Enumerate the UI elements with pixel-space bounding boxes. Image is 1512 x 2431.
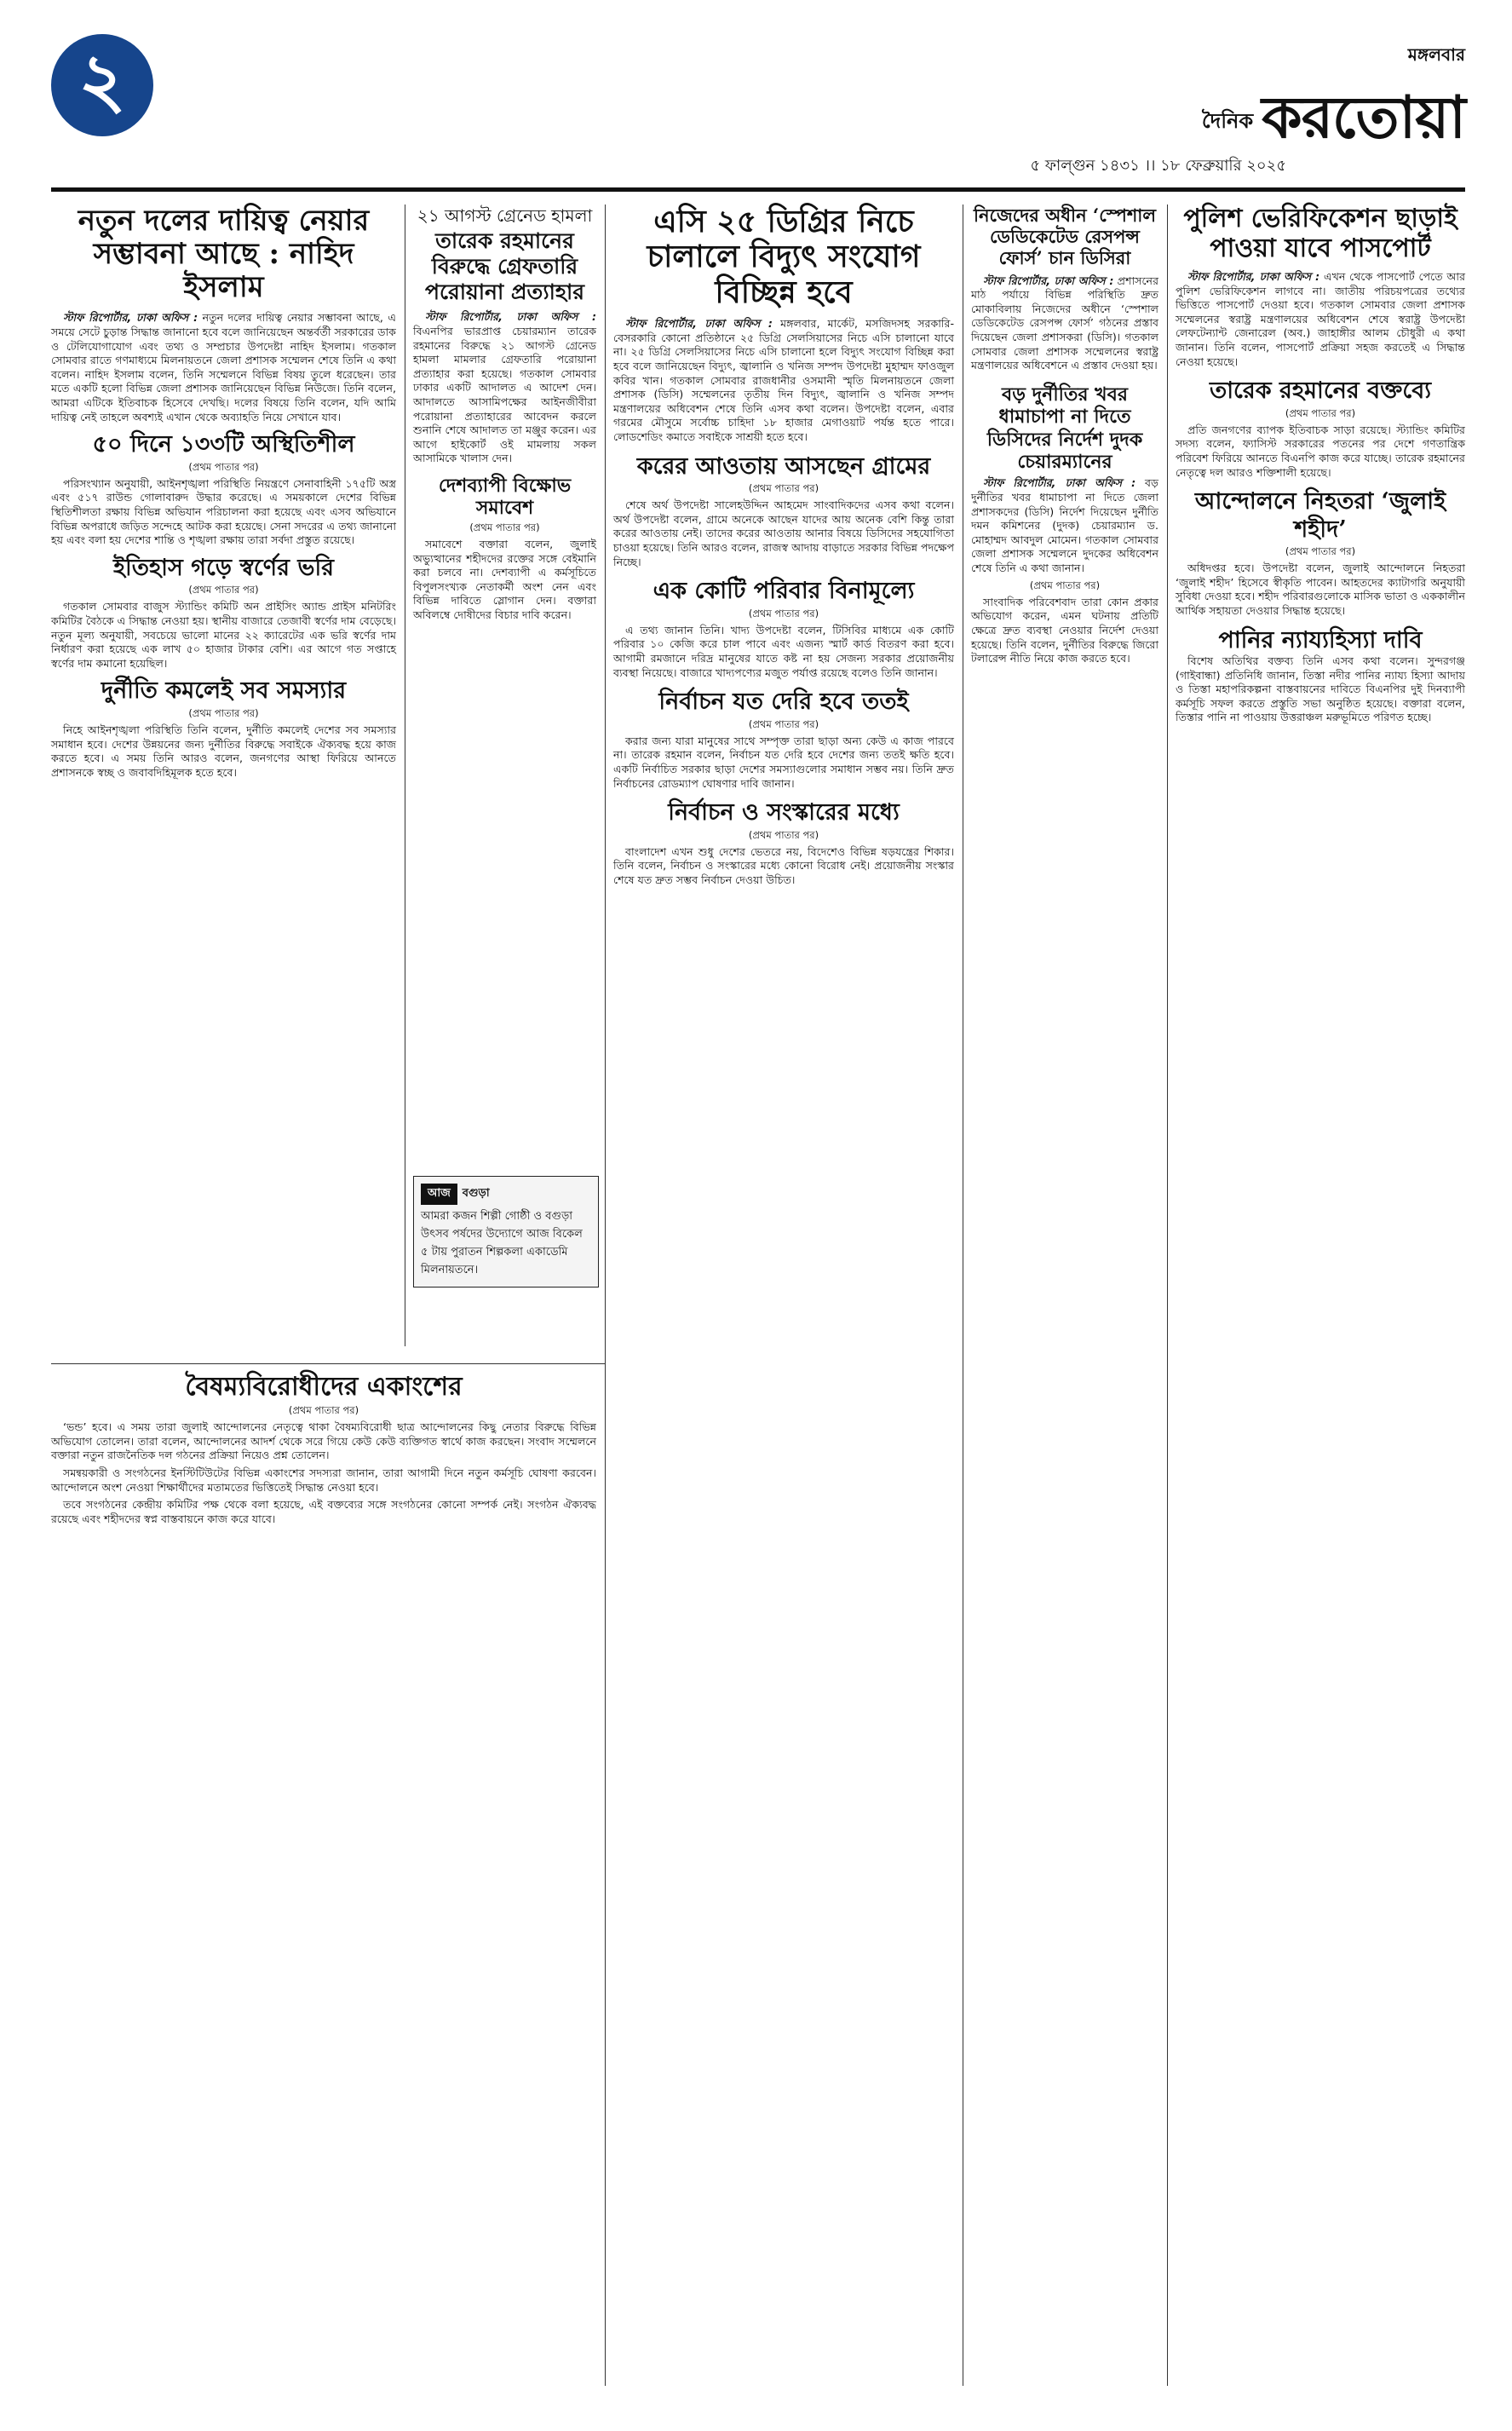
headline-sanskar: নির্বাচন ও সংস্কারের মধ্যে <box>668 799 900 827</box>
row-rule-bottom-left <box>51 1363 605 1364</box>
dateline-dc-force: স্টাফ রিপোর্টার, ঢাকা অফিস : <box>983 274 1114 287</box>
weekday: মঙ্গলবার <box>1407 44 1465 65</box>
headline-tarek: তারেক রহমানের বিরুদ্ধে গ্রেফতারি পরোয়ানা প্রত্যাহার <box>425 228 584 305</box>
body-ac: মঙ্গলবার, মার্কেট, মসজিদসহ সরকারি-বেসরকারি কোনো প্রতিষ্ঠানে ২৫ ডিগ্রি সেলসিয়াসের নিচে এসি চালানো যাবে না। ২৫ ডিগ্রি সেলসিয়াসের নিচে এসি চালানো হলে বিদ্যুৎ সংযোগ বিচ্ছিন্ন করা হবে বলে জানিয়েছেন বিদ্যুৎ, জ্বালানি ও খনিজ সম্পদ উপদেষ্টা মুহাম্মদ ফাওজুল কবির খান। গতকাল সোমবার রাজধানীর ওসমানী স্মৃতি মিলনায়তনে জেলা প্রশাসক (ডিসি) সম্মেলনের তৃতীয় দিন বিদ্যুৎ, জ্বালানি ও খনিজ সম্পদ মন্ত্রণালয়ের অধিবেশন শেষে তিনি এসব কথা বলেন। উপদেষ্টা বলেন, এবার গরমের মৌসুমে সর্বোচ্চ চাহিদা ১৮ হাজার মেগাওয়াট পর্যন্ত হতে পারে। লোডশেডিং কমাতে সবাইকে সাশ্রয়ী হতে হবে। <box>613 317 954 444</box>
page-header <box>51 26 1465 196</box>
column-rule-2 <box>605 205 606 2386</box>
cont-dudok: (প্রথম পাতার পর) <box>1029 579 1101 591</box>
body-astitishil: পরিসংখ্যান অনুযায়ী, আইনশৃঙ্খলা পরিস্থিতি নিয়ন্ত্রণে সেনাবাহিনী ১৭৫টি অস্ত্র এবং ৫১৭ রাউন্ড গোলাবারুদ উদ্ধার করেছে। এ সময়কালে দেশের বিভিন্ন স্থিতিশীলতা রক্ষায় বিভিন্ন অভিযান পরিচালনা করা হয়েছে এবং এসব অভিযানে বিভিন্ন অপরাধে জড়িত সন্দেহে আটক করা হয়েছে। সেনা সদরের এ তথ্য জানানো হয় এবং বলা হয় দেশের শান্তি ও শৃঙ্খলা রক্ষায় তারা সর্বদা প্রস্তুত রয়েছে। <box>51 476 396 547</box>
body-tarek-boktobbo: প্রতি জনগণের ব্যাপক ইতিবাচক সাড়া রয়েছে। স্ট্যান্ডিং কমিটির সদস্য বলেন, ফ্যাসিস্ট সরকারের পতনের পর দেশে গণতান্ত্রিক পরিবেশ ফিরিয়ে আনতে বিএনপি কাজ করে যাচ্ছে। তারেক রহমানের নেতৃত্বে দল আরও শক্তিশালী হয়েছে। <box>1176 423 1465 479</box>
headline-police: পুলিশ ভেরিফিকেশন ছাড়াই পাওয়া যাবে পাসপোর্ট <box>1183 204 1457 263</box>
cont-kor: (প্রথম পাতার পর) <box>748 482 819 495</box>
headline-baishamya: বৈষম্যবিরোধীদের একাংশের <box>185 1372 463 1402</box>
body-dc-force: প্রশাসনের মাঠ পর্যায়ে বিভিন্ন পরিস্থিতি দ্রুত মোকাবিলায় নিজেদের অধীনে ‘স্পেশাল ডেডিকেটেড রেসপন্স ফোর্স’ গঠনের প্রস্তাব দিয়েছেন জেলা প্রশাসকরা (ডিসি)। গতকাল সোমবার জেলা প্রশাসক সম্মেলনের স্বরাষ্ট্র মন্ত্রণালয়ের অধিবেশনে এ প্রস্তাব দেওয়া হয়। <box>971 274 1158 372</box>
headline-nahid: নতুন দলের দায়িত্ব নেয়ার সম্ভাবনা আছে : নাহিদ ইসলাম <box>78 204 370 305</box>
dateline-dudok: স্টাফ রিপোর্টার, ঢাকা অফিস : <box>983 476 1136 490</box>
page-number-badge: ২ <box>51 34 153 136</box>
dateline-nahid: স্টাফ রিপোর্টার, ঢাকা অফিস : <box>63 311 198 325</box>
article-tarek <box>413 205 596 626</box>
aj-title: বগুড়া <box>462 1187 490 1200</box>
dateline-ac: স্টাফ রিপোর্টার, ঢাকা অফিস : <box>625 317 773 331</box>
cont-gold: (প্রথম পাতার পর) <box>188 584 259 596</box>
headline-bikkhov: দেশব্যাপী বিক্ষোভ সমাবেশ <box>438 475 572 520</box>
issue-date: ৫ ফাল্গুন ১৪৩১ ।। ১৮ ফেব্রুয়ারি ২০২৫ <box>1030 157 1286 175</box>
body-baishamya-2: সমন্বয়কারী ও সংগঠনের ইনস্টিটিউটের বিভিন্ন একাংশের সদস্যরা জানান, তারা আগামী দিনে নতুন কর্মসূচি ঘোষণা করবেন। আন্দোলনে অংশ নেওয়া শিক্ষার্থীদের মতামতের ভিত্তিতেই সিদ্ধান্ত নেওয়া হবে। <box>51 1466 596 1494</box>
body-bikkhov: সমাবেশে বক্তারা বলেন, জুলাই অভ্যুত্থানের শহীদদের রক্তের সঙ্গে বেইমানি করা চলবে না। দেশব্যাপী এ কর্মসূচিতে বিপুলসংখ্যক নেতাকর্মী অংশ নেন এবং বিভিন্ন দাবিতে স্লোগান দেন। বক্তারা অবিলম্বে দোষীদের বিচার দাবি করেন। <box>413 538 596 622</box>
headline-astitishil: ৫০ দিনে ১৩৩টি অস্থিতিশীল <box>92 431 355 458</box>
cont-bikkhov: (প্রথম পাতার পর) <box>469 521 540 533</box>
cont-sanskar: (প্রথম পাতার পর) <box>748 828 819 841</box>
headline-nirbachon-deri: নির্বাচন যত দেরি হবে ততই <box>658 688 909 716</box>
dateline-tarek: স্টাফ রিপোর্টার, ঢাকা অফিস : <box>425 310 596 324</box>
article-baishamya <box>51 1372 596 1529</box>
aj-tag: আজ <box>421 1184 457 1205</box>
masthead-title: করতোয়া <box>1262 84 1465 152</box>
headline-ek-koti: এক কোটি পরিবার বিনামূল্যে <box>653 578 915 605</box>
cont-july-shahid: (প্রথম পাতার পর) <box>1285 545 1356 558</box>
body-panir: বিশেষ অতিথির বক্তব্য তিনি এসব কথা বলেন। সুন্দরগঞ্জ (গাইবান্ধা) প্রতিনিধি জানান, তিস্তা নদীর পানির ন্যায্য হিস্যা আদায় ও তিস্তা মহাপরিকল্পনা বাস্তবায়নের দাবিতে বিএনপির দুই দিনব্যাপী কর্মসূচি সফল করতে প্রস্তুতি সভা অনুষ্ঠিত হয়েছে। বক্তারা বলেন, তিস্তার পানি না পাওয়ায় উত্তরাঞ্চল মরুভূমিতে পরিণত হচ্ছে। <box>1176 654 1465 724</box>
headline-july-shahid: আন্দোলনে নিহতরা ‘জুলাই শহীদ’ <box>1194 488 1446 543</box>
article-nahid <box>51 205 396 783</box>
body-dudok: বড় দুর্নীতির খবর ধামাচাপা না দিতে জেলা প্রশাসকদের (ডিসি) নির্দেশ দিয়েছেন দুর্নীতি দমন কমিশনের (দুদক) চেয়ারম্যান ড. মোহাম্মদ আবদুল মোমেন। গতকাল সোমবার জেলা প্রশাসক সম্মেলনে দুদকের অধিবেশন শেষে তিনি এ কথা জানান। <box>971 476 1158 575</box>
headline-dc-force: নিজেদের অধীন ‘স্পেশাল ডেডিকেটেড রেসপন্স ফোর্স’ চান ডিসিরা <box>974 205 1156 269</box>
cont-astitishil: (প্রথম পাতার পর) <box>188 460 259 473</box>
aj-body: আমরা কজন শিল্পী গোষ্ঠী ও বগুড়া উৎসব পর্ষদের উদ্যোগে আজ বিকেল ৫ টায় পুরাতন শিল্পকলা একাডেমি মিলনায়তনে। <box>421 1210 583 1276</box>
headline-dudok: বড় দুর্নীতির খবর ধামাচাপা না দিতে ডিসিদের নির্দেশ দুদক চেয়ারম্যানের <box>986 383 1143 473</box>
body-baishamya-3: তবে সংগঠনের কেন্দ্রীয় কমিটির পক্ষ থেকে বলা হয়েছে, এই বক্তব্যের সঙ্গে সংগঠনের কোনো সম্পর্ক নেই। সংগঠন ঐক্যবদ্ধ রয়েছে এবং শহীদদের স্বপ্ন বাস্তবায়নে কাজ করে যাবে। <box>51 1498 596 1525</box>
header-rule <box>51 187 1465 192</box>
headline-panir: পানির ন্যায্যহিস্যা দাবি <box>1218 626 1423 654</box>
article-police <box>1176 205 1465 729</box>
body-ek-koti: এ তথ্য জানান তিনি। খাদ্য উপদেষ্টা বলেন, টিসিবির মাধ্যমে এক কোটি পরিবার ১০ কেজি করে চাল পাবে এবং এজন্য স্মার্ট কার্ড বিতরণ করা হবে। আগামী রমজানে দরিদ্র মানুষের যাতে কষ্ট না হয় সেজন্য সরকার প্রয়োজনীয় ব্যবস্থা নিয়েছে। বাজারে খাদ্যপণ্যের মজুত পর্যাপ্ত রয়েছে বলেও তিনি জানান। <box>613 623 954 679</box>
cont-nirbachon-deri: (প্রথম পাতার পর) <box>748 717 819 730</box>
headline-durniti: দুর্নীতি কমলেই সব সমস্যার <box>101 677 347 705</box>
headline-gold: ইতিহাস গড়ে স্বর্ণের ভরি <box>112 554 335 581</box>
cont-durniti: (প্রথম পাতার পর) <box>188 706 259 719</box>
body-nirbachon-deri: করার জন্য যারা মানুষের সাথে সম্পৃক্ত তারা ছাড়া অন্য কেউ এ কাজ পারবে না। তারেক রহমান বলেন, নির্বাচন যত দেরি হবে দেশের জন্য ততই ক্ষতি হবে। একটি নির্বাচিত সরকার ছাড়া দেশের সমস্যাগুলোর সমাধান সম্ভব নয়। তিনি দ্রুত নির্বাচনের রোডম্যাপ ঘোষণার দাবি জানান। <box>613 734 954 790</box>
body-gold: গতকাল সোমবার বাজুস স্ট্যান্ডিং কমিটি অন প্রাইসিং অ্যান্ড প্রাইস মনিটরিং কমিটির বৈঠকে এ সিদ্ধান্ত নেওয়া হয়। স্থানীয় বাজারে তেজাবী স্বর্ণের দাম বেড়েছে। নতুন মূল্য অনুযায়ী, সবচেয়ে ভালো মানের ২২ ক্যারেটের এক ভরি স্বর্ণের দাম নির্ধারণ করা হয়েছে এক লাখ ৫০ হাজার টাকার বেশি। এর আগে গত সপ্তাহে স্বর্ণের দাম কমানো হয়েছিল। <box>51 600 396 670</box>
article-dc-force <box>971 205 1158 670</box>
masthead-daily: দৈনিক <box>1201 108 1254 133</box>
article-ac <box>613 205 954 891</box>
body-baishamya: ‘ভন্ড’ হবে। এ সময় তারা জুলাই আন্দোলনের নেতৃত্বে থাকা বৈষম্যবিরোধী ছাত্র আন্দোলনের কিছু নেতার বিরুদ্ধে বিভিন্ন অভিযোগ তোলেন। তারা বলেন, আন্দোলনের আদর্শ থেকে সরে গিয়ে কেউ কেউ ব্যক্তিগত স্বার্থে কাজ করছেন। সংবাদ সম্মেলনে বক্তারা নতুন রাজনৈতিক দল গঠনের প্রক্রিয়া নিয়েও প্রশ্ন তোলেন। <box>51 1420 596 1462</box>
cont-tarek-boktobbo: (প্রথম পাতার পর) <box>1285 406 1356 419</box>
body-nahid: নতুন দলের দায়িত্ব নেয়ার সম্ভাবনা আছে, এ সময়ে সেটে চুড়ান্ত সিদ্ধান্ত জানানো হবে বলে জানিয়েছেন অন্তর্বর্তী সরকারের ডাক ও টেলিযোগাযোগ এবং তথ্য ও সম্প্রচার উপদেষ্টা নাহিদ ইসলাম। গতকাল সোমবার রাতে গণমাধ্যমে মিলনায়তনে জেলা প্রশাসক সম্মেলন শেষে তিনি এ কথা বলেন। নাহিদ ইসলাম বলেন, তিনি সম্মেলনে বিভিন্ন বিষয় তুলে ধরেছেন। তার মতে একটি হলো বিভিন্ন জেলা প্রশাসক জানিয়েছেন বিভিন্ন নিউজে। তিনি বলেন, আমরা এটিকে ইতিবাচক হিসেবে দেখছি। দলের বিষয়ে তিনি বলেন, যদি আমি দায়িত্ব নেই তাহলে অবশ্যই এখান থেকে অব্যাহতি নিয়ে সেখানে যাব। <box>51 311 396 423</box>
headline-ac: এসি ২৫ ডিগ্রির নিচে চালালে বিদ্যুৎ সংযোগ বিচ্ছিন্ন হবে <box>647 204 921 310</box>
body-tarek: বিএনপির ভারপ্রাপ্ত চেয়ারম্যান তারেক রহমানের বিরুদ্ধে ২১ আগস্ট গ্রেনেড হামলা মামলার গ্রেফতারি পরোয়ানা প্রত্যাহার করা হয়েছে। গতকাল সোমবার ঢাকার একটি আদালত এ আদেশ দেন। আদালতে আসামিপক্ষের আইনজীবীরা পরোয়ানা প্রত্যাহারের আবেদন করলে শুনানি শেষে আদালত তা মঞ্জুর করেন। এর আগে হাইকোর্ট ওই মামলায় সকল আসামিকে খালাস দেন। <box>413 325 596 465</box>
column-rule-4 <box>1167 205 1168 2386</box>
body-kor: শেষে অর্থ উপদেষ্টা সালেহউদ্দিন আহমেদ সাংবাদিকদের এসব কথা বলেন। অর্থ উপদেষ্টা বলেন, গ্রামে অনেকে আছেন যাদের আয় অনেক বেশি কিন্তু তারা করের আওতায় নেই। তাদের করের আওতায় আনার বিষয়ে ডিসিদের সহযোগিতা চাওয়া হয়েছে। তিনি আরও বলেন, রাজস্ব আদায় বাড়াতে সরকার বিভিন্ন পদক্ষেপ নিচ্ছে। <box>613 498 954 568</box>
headline-tarek-boktobbo: তারেক রহমানের বক্তব্যে <box>1209 377 1432 405</box>
body-sanskar: বাংলাদেশ এখন শুধু দেশের ভেতরে নয়, বিদেশেও বিভিন্ন ষড়যন্ত্রের শিকার। তিনি বলেন, নির্বাচন ও সংস্কারের মধ্যে কোনো বিরোধ নেই। প্রয়োজনীয় সংস্কার শেষে যত দ্রুত সম্ভব নির্বাচন দেওয়া উচিত। <box>613 844 954 887</box>
cont-baishamya: (প্রথম পাতার পর) <box>288 1404 359 1416</box>
kicker-tarek: ২১ আগস্ট গ্রেনেড হামলা <box>417 205 593 226</box>
aj-box <box>413 1176 599 1288</box>
body-july-shahid: অধিদপ্তর হবে। উপদেষ্টা বলেন, জুলাই আন্দোলনে নিহতরা ‘জুলাই শহীদ’ হিসেবে স্বীকৃতি পাবেন। আহতদের ক্যাটাগরি অনুযায়ী সুবিধা দেওয়া হবে। শহীদ পরিবারগুলোকে মাসিক ভাতা ও এককালীন আর্থিক সহায়তা দেওয়ার সিদ্ধান্ত হয়েছে। <box>1176 562 1465 618</box>
cont-ek-koti: (প্রথম পাতার পর) <box>748 607 819 619</box>
body-durniti: নিহে আইনশৃঙ্খলা পরিস্থিতি তিনি বলেন, দুর্নীতি কমলেই দেশের সব সমস্যার সমাধান হবে। দেশের উন্নয়নের জন্য দুর্নীতির বিরুদ্ধে সবাইকে ঐক্যবদ্ধ হয়ে কাজ করতে হবে। এ সময় তিনি আরও বলেন, জনগণের আস্থা ফিরিয়ে আনতে প্রশাসনকে স্বচ্ছ ও জবাবদিহিমূলক হতে হবে। <box>51 723 396 779</box>
body-dudok-cont: সাংবাদিক পরিবেশবাদ তারা কোন প্রকার অভিযোগ করেন, এমন ঘটনায় প্রতিটি ক্ষেত্রে দ্রুত ব্যবস্থা নেওয়ার নির্দেশ দেওয়া হয়েছে। তিনি বলেন, দুর্নীতির বিরুদ্ধে জিরো টলারেন্স নীতি নিয়ে কাজ করতে হবে। <box>971 595 1158 665</box>
headline-kor: করের আওতায় আসছেন গ্রামের <box>636 452 931 480</box>
dateline-police: স্টাফ রিপোর্টার, ঢাকা অফিস : <box>1187 270 1320 283</box>
body-police: এখন থেকে পাসপোর্ট পেতে আর পুলিশ ভেরিফিকেশন লাগবে না। জাতীয় পরিচয়পত্রের তথ্যের ভিত্তিতে পাসপোর্ট দেওয়া হবে। গতকাল সোমবার জেলা প্রশাসক সম্মেলনের স্বরাষ্ট্র মন্ত্রণালয়ের অধিবেশন শেষে স্বরাষ্ট্র উপদেষ্টা লেফটেন্যান্ট জেনারেল (অব.) জাহাঙ্গীর আলম চৌধুরী এ কথা জানান। তিনি বলেন, পাসপোর্ট প্রক্রিয়া সহজ করতেই এ সিদ্ধান্ত নেওয়া হয়েছে। <box>1176 270 1466 368</box>
